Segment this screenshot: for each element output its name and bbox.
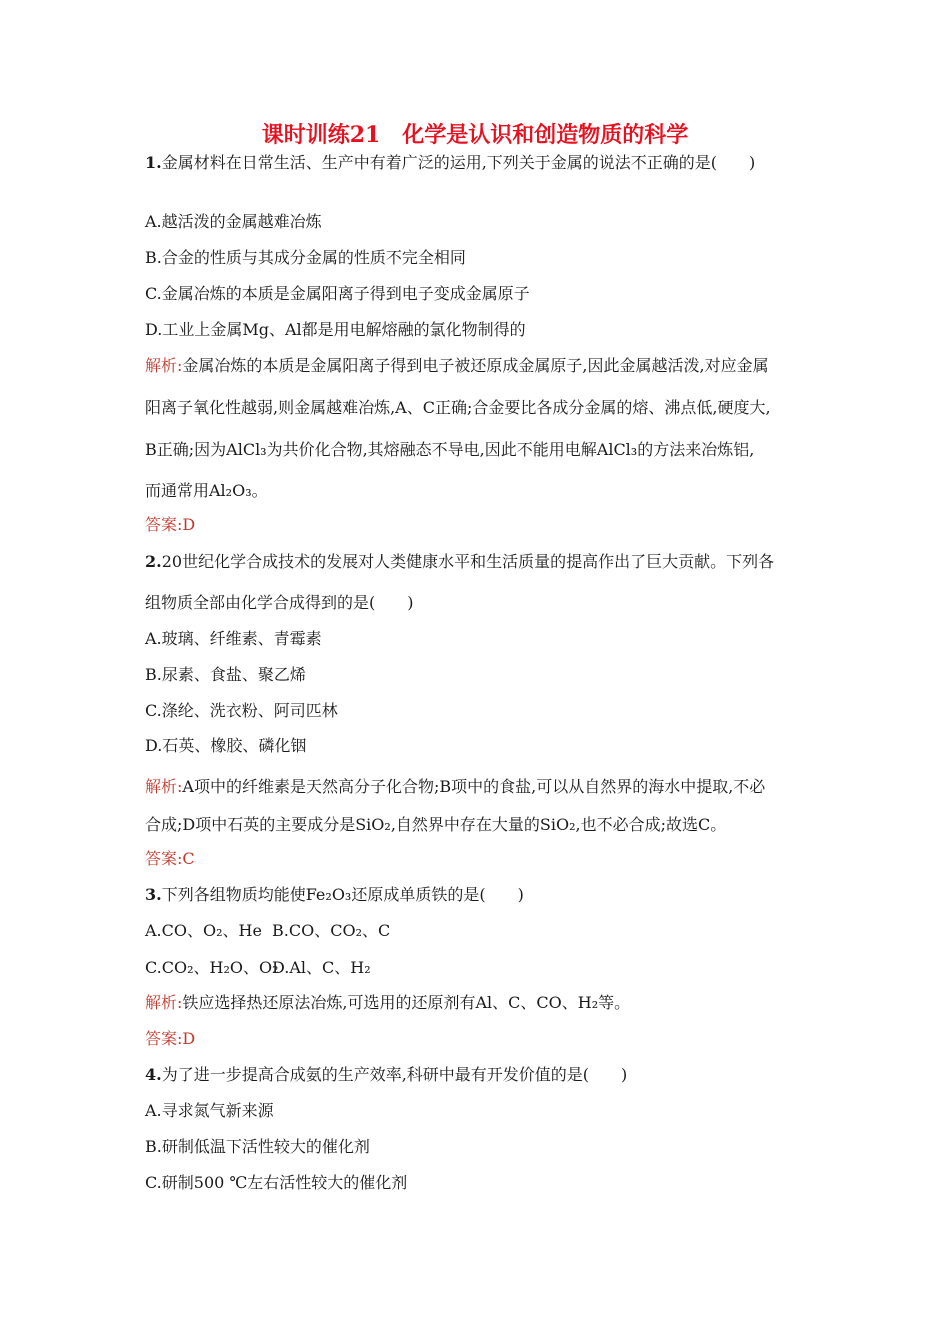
option-d: D.石英、橡胶、磷化铟 <box>145 736 307 755</box>
answer-value: D <box>182 515 196 534</box>
question-number: 2. <box>145 552 162 571</box>
option-d: D.Al、C、H₂ <box>272 958 371 977</box>
answer-label: 答案: <box>145 515 183 534</box>
question-stem-text: 为了进一步提高合成氨的生产效率,科研中最有开发价值的是( ) <box>161 1065 628 1084</box>
option-b: B.尿素、食盐、聚乙烯 <box>145 665 306 684</box>
question-stem <box>145 152 755 174</box>
analysis-text: A项中的纤维素是天然高分子化合物;B项中的食盐,可以从自然界的海水中提取,不必 <box>182 777 766 796</box>
answer-label: 答案: <box>145 849 183 868</box>
analysis-line <box>145 776 765 798</box>
analysis-line: 而通常用Al₂O₃。 <box>145 481 268 500</box>
option-c: C.金属冶炼的本质是金属阳离子得到电子变成金属原子 <box>145 284 530 303</box>
option-d: D.工业上金属Mg、Al都是用电解熔融的氯化物制得的 <box>145 320 526 339</box>
analysis-line <box>145 992 630 1014</box>
answer-line <box>145 1028 195 1050</box>
analysis-line: B正确;因为AlCl₃为共价化合物,其熔融态不导电,因此不能用电解AlCl₃的方法来冶炼铝, <box>145 440 755 459</box>
question-number: 4. <box>145 1065 162 1084</box>
question-stem-continued: 组物质全部由化学合成得到的是( ) <box>145 593 414 612</box>
question-number: 1. <box>145 153 162 172</box>
option-a: A.玻璃、纤维素、青霉素 <box>145 629 322 648</box>
option-b: B.CO、CO₂、C <box>272 921 391 940</box>
analysis-line <box>145 355 769 377</box>
analysis-text: 金属冶炼的本质是金属阳离子得到电子被还原成金属原子,因此金属越活泼,对应金属 <box>182 356 769 375</box>
question-stem <box>145 884 524 906</box>
analysis-label: 解析: <box>145 777 183 796</box>
question-stem-text: 20世纪化学合成技术的发展对人类健康水平和生活质量的提高作出了巨大贡献。下列各 <box>161 552 775 571</box>
question-stem-text: 金属材料在日常生活、生产中有着广泛的运用,下列关于金属的说法不正确的是( ) <box>161 153 756 172</box>
option-a: A.寻求氮气新来源 <box>145 1101 274 1120</box>
page-title: 课时训练21 化学是认识和创造物质的科学 <box>261 122 689 148</box>
analysis-line: 合成;D项中石英的主要成分是SiO₂,自然界中存在大量的SiO₂,也不必合成;故选C。 <box>145 815 727 834</box>
option-c: C.涤纶、洗衣粉、阿司匹林 <box>145 701 338 720</box>
analysis-text: 铁应选择热还原法冶炼,可选用的还原剂有Al、C、CO、H₂等。 <box>182 993 631 1012</box>
analysis-line: 阳离子氧化性越弱,则金属越难冶炼,A、C正确;合金要比各成分金属的熔、沸点低,硬度大, <box>145 398 771 417</box>
analysis-label: 解析: <box>145 993 183 1012</box>
option-c: C.研制500 ℃左右活性较大的催化剂 <box>145 1173 408 1192</box>
option-c: C.CO₂、H₂O、O₂ <box>145 958 279 977</box>
option-a: A.CO、O₂、He <box>145 921 262 940</box>
option-b: B.合金的性质与其成分金属的性质不完全相同 <box>145 248 466 267</box>
answer-line <box>145 848 195 870</box>
answer-value: C <box>182 849 195 868</box>
question-stem <box>145 551 774 573</box>
answer-line <box>145 514 195 536</box>
option-a: A.越活泼的金属越难冶炼 <box>145 212 322 231</box>
answer-label: 答案: <box>145 1029 183 1048</box>
question-stem-text: 下列各组物质均能使Fe₂O₃还原成单质铁的是( ) <box>161 885 524 904</box>
answer-value: D <box>182 1029 196 1048</box>
analysis-label: 解析: <box>145 356 183 375</box>
option-b: B.研制低温下活性较大的催化剂 <box>145 1137 370 1156</box>
question-stem <box>145 1064 627 1086</box>
question-number: 3. <box>145 885 162 904</box>
